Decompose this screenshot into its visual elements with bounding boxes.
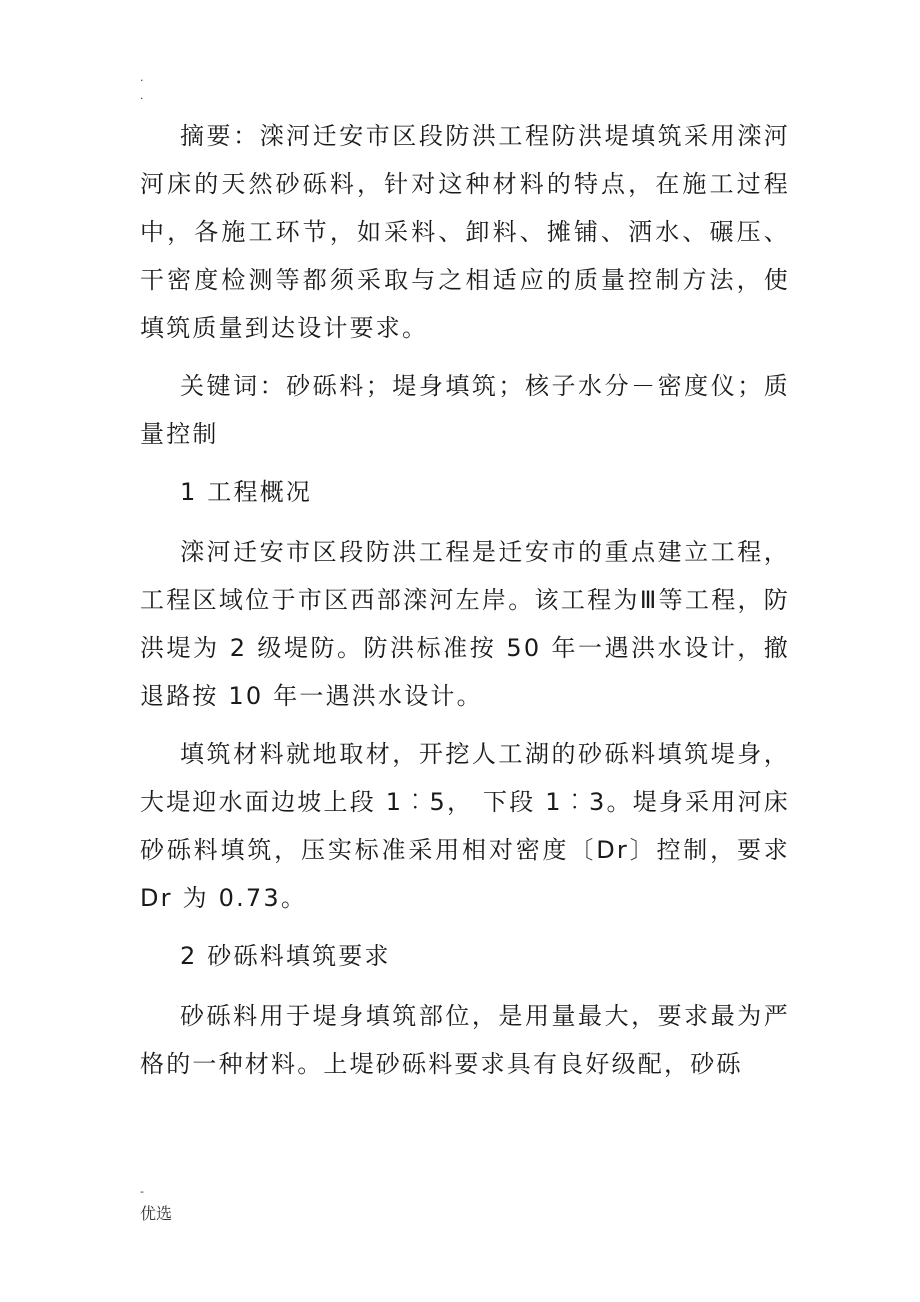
abstract-paragraph: 摘要：滦河迁安市区段防洪工程防洪堤填筑采用滦河河床的天然砂砾料，针对这种材料的特点，在施工过程中，各施工环节，如采料、卸料、摊铺、洒水、碾压、干密度检测等都须采取与之相适应的质量控制方法，使填筑质量到达设计要求。: [140, 122, 790, 342]
overview-paragraph-2: 填筑材料就地取材，开挖人工湖的砂砾料填筑堤身，大堤迎水面边坡上段 1︰5， 下段 1︰3。堤身采用河床砂砾料填筑，压实标准采用相对密度〔Dr〕控制，要求Dr 为 0.73。: [140, 740, 790, 912]
section-heading-overview: 1 工程概况: [180, 478, 313, 506]
footer-label: 优选: [140, 1204, 173, 1223]
overview-paragraph-1: 滦河迁安市区段防洪工程是迁安市的重点建立工程，工程区域位于市区西部滦河左岸。该工程为Ⅲ等工程，防洪堤为 2 级堤防。防洪标准按 50 年一遇洪水设计，撤退路按 10 年一遇洪水设计。: [140, 538, 790, 710]
keywords-paragraph: 关键词：砂砾料；堤身填筑；核子水分－密度仪；质量控制: [140, 372, 790, 448]
requirements-paragraph: 砂砾料用于堤身填筑部位，是用量最大，要求最为严格的一种材料。上堤砂砾料要求具有良好级配，砂砾: [140, 1002, 790, 1078]
header-dot-mark: .: [140, 71, 144, 84]
section-heading-requirements: 2 砂砾料填筑要求: [180, 942, 391, 970]
header-dot-mark: .: [140, 89, 144, 102]
footer-dash: -: [140, 1185, 144, 1198]
document-body: [140, 112, 790, 1098]
